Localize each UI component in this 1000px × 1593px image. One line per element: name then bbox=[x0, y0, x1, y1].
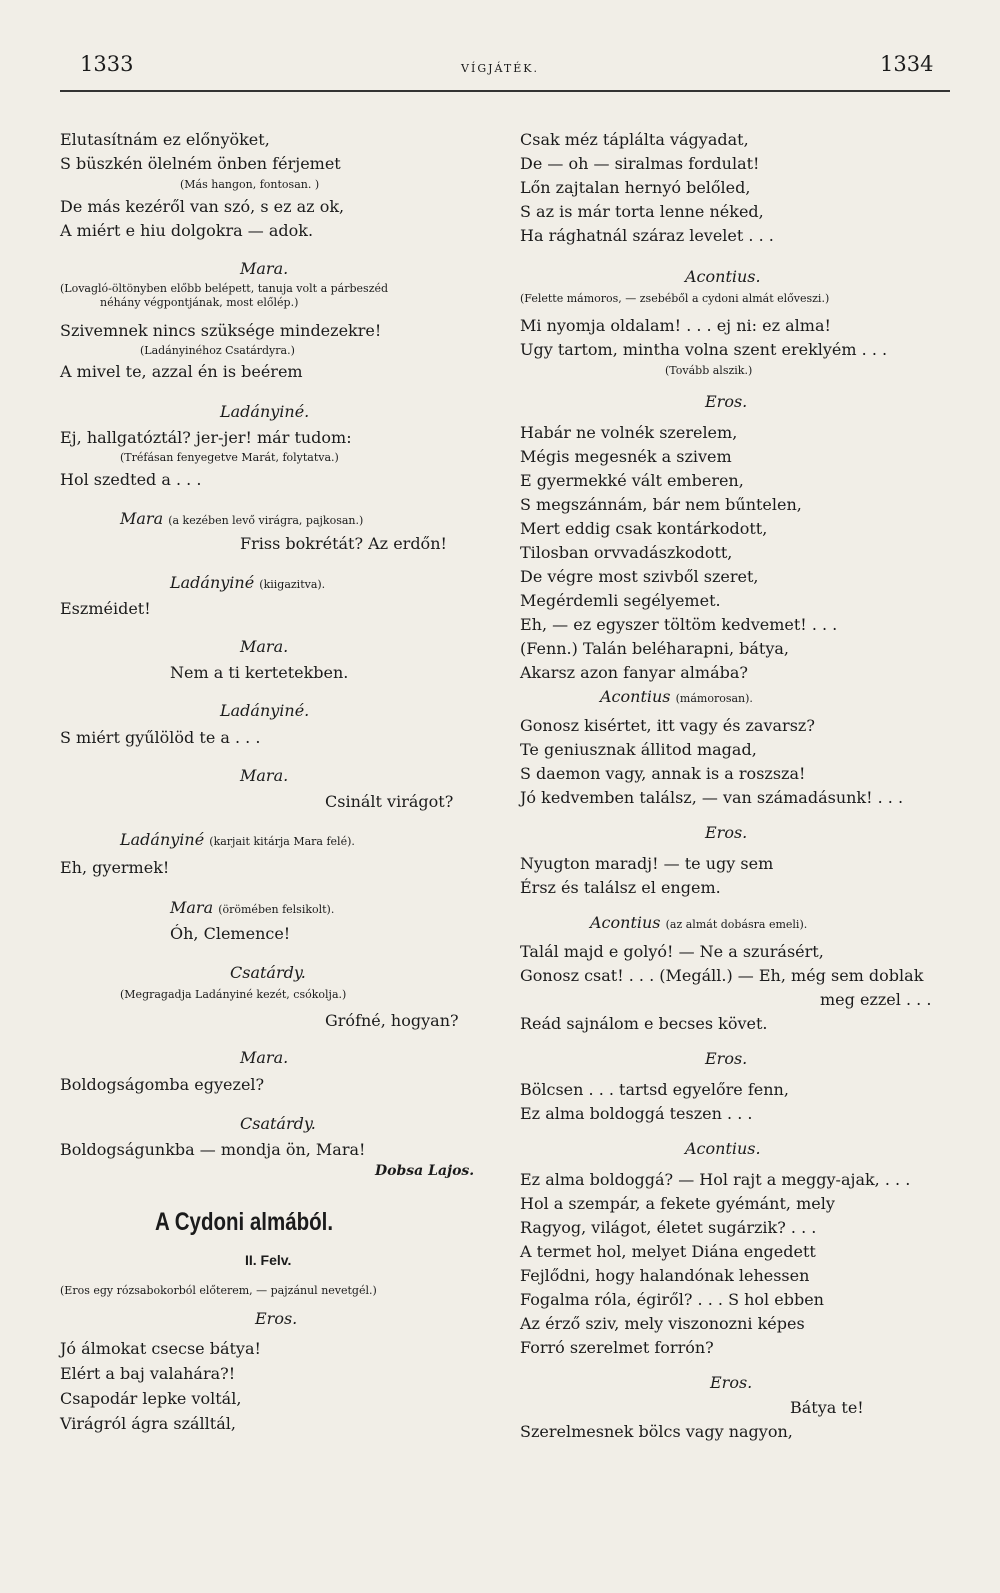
speaker-label: Ladányiné bbox=[120, 830, 205, 849]
speaker-label: Acontius. bbox=[685, 1139, 761, 1158]
verse-line: De más kezéről van szó, s ez az ok, bbox=[60, 197, 345, 216]
verse-line: S büszkén ölelném önben férjemet bbox=[60, 154, 341, 173]
verse-line: Ha rághatnál száraz levelet . . . bbox=[520, 226, 774, 245]
verse-line: Habár ne volnék szerelem, bbox=[520, 423, 738, 442]
verse-line: Óh, Clemence! bbox=[170, 924, 291, 943]
speaker-name bbox=[240, 765, 288, 787]
verse-line: Hol szedted a . . . bbox=[60, 470, 202, 489]
speaker-label: Eros. bbox=[705, 823, 748, 842]
speaker-label: Acontius bbox=[590, 913, 661, 932]
speaker-name bbox=[220, 401, 309, 423]
speaker-name bbox=[705, 391, 747, 413]
poem-title: A Cydoni almából. bbox=[155, 1208, 334, 1236]
speaker-name bbox=[710, 1372, 752, 1394]
verse-line: Csak méz táplálta vágyadat, bbox=[520, 130, 749, 149]
stage-direction-inline: (karjait kitárja Mara felé). bbox=[209, 835, 355, 848]
verse-line: Érsz és találsz el engem. bbox=[520, 878, 721, 897]
verse-line: Elért a baj valahára?! bbox=[60, 1364, 236, 1383]
stage-direction: (Más hangon, fontosan. ) bbox=[180, 178, 320, 191]
speaker-name bbox=[170, 572, 325, 596]
verse-line: Te geniusznak állitod magad, bbox=[520, 740, 757, 759]
verse-line: E gyermekké vált emberen, bbox=[520, 471, 744, 490]
speaker-name bbox=[120, 829, 355, 853]
verse-line: Mégis megesnék a szivem bbox=[520, 447, 732, 466]
verse-line: Szivemnek nincs szüksége mindezekre! bbox=[60, 321, 382, 340]
speaker-label: Mara bbox=[170, 898, 214, 917]
verse-line: Szerelmesnek bölcs vagy nagyon, bbox=[520, 1422, 793, 1441]
verse-line: Gonosz csat! . . . (Megáll.) — Eh, még sem doblak bbox=[520, 966, 924, 985]
verse-line: Jó álmokat csecse bátya! bbox=[60, 1339, 261, 1358]
speaker-label: Mara. bbox=[240, 766, 289, 785]
verse-line: Reád sajnálom e becses követ. bbox=[520, 1014, 768, 1033]
author-signature: Dobsa Lajos. bbox=[375, 1163, 475, 1179]
stage-direction: (Lovagló-öltönyben előbb belépett, tanuja volt a párbeszéd bbox=[60, 282, 389, 295]
verse-line: Mert eddig csak kontárkodott, bbox=[520, 519, 768, 538]
verse-line: S megszánnám, bár nem bűntelen, bbox=[520, 495, 802, 514]
verse-line: Hol a szempár, a fekete gyémánt, mely bbox=[520, 1194, 835, 1213]
speaker-name bbox=[685, 1138, 761, 1160]
verse-line: Nem a ti kertetekben. bbox=[170, 663, 349, 682]
verse-line: Elutasítnám ez előnyöket, bbox=[60, 130, 270, 149]
speaker-name bbox=[220, 700, 309, 722]
stage-direction: (Eros egy rózsabokorból előterem, — pajzánul nevetgél.) bbox=[60, 1284, 377, 1297]
speaker-name bbox=[240, 1047, 288, 1069]
verse-line: Akarsz azon fanyar almába? bbox=[520, 663, 748, 682]
speaker-label: Csatárdy. bbox=[230, 963, 306, 982]
verse-line: A mivel te, azzal én is beérem bbox=[60, 362, 303, 381]
page-header bbox=[0, 0, 1000, 100]
speaker-label: Acontius. bbox=[685, 267, 761, 286]
speaker-label: Csatárdy. bbox=[240, 1114, 316, 1133]
verse-line: S az is már torta lenne néked, bbox=[520, 202, 764, 221]
verse-line: Nyugton maradj! — te ugy sem bbox=[520, 854, 774, 873]
verse-line: Bölcsen . . . tartsd egyelőre fenn, bbox=[520, 1080, 789, 1099]
speaker-name bbox=[600, 686, 753, 710]
speaker-name bbox=[120, 508, 363, 532]
verse-line: S miért gyűlölöd te a . . . bbox=[60, 728, 261, 747]
stage-direction: néhány végpontjának, most előlép.) bbox=[100, 296, 299, 309]
speaker-label: Ladányiné. bbox=[220, 402, 310, 421]
stage-direction: (Tréfásan fenyegetve Marát, folytatva.) bbox=[120, 451, 339, 464]
page-number-right: 1334 bbox=[880, 52, 934, 76]
verse-line: Jó kedvemben találsz, — van számadásunk! . . . bbox=[520, 788, 904, 807]
verse-line: A termet hol, melyet Diána engedett bbox=[520, 1242, 816, 1261]
stage-direction-inline: (az almát dobásra emeli). bbox=[665, 918, 808, 931]
verse-line: Gonosz kisértet, itt vagy és zavarsz? bbox=[520, 716, 815, 735]
speaker-name bbox=[230, 962, 306, 984]
stage-direction-inline: (kiigazitva). bbox=[259, 578, 326, 591]
verse-line: Az érző sziv, mely viszonozni képes bbox=[520, 1314, 805, 1333]
verse-line: De — oh — siralmas fordulat! bbox=[520, 154, 760, 173]
verse-line: Boldogságunkba — mondja ön, Mara! bbox=[60, 1140, 366, 1159]
speaker-label: Mara. bbox=[240, 259, 289, 278]
verse-line: Mi nyomja oldalam! . . . ej ni: ez alma! bbox=[520, 316, 831, 335]
verse-line: De végre most szivből szeret, bbox=[520, 567, 759, 586]
verse-line: Grófné, hogyan? bbox=[325, 1011, 459, 1030]
speaker-label: Eros. bbox=[255, 1309, 298, 1328]
speaker-label: Acontius bbox=[600, 687, 671, 706]
verse-line: Lőn zajtalan hernyó belőled, bbox=[520, 178, 751, 197]
verse-line: (Fenn.) Talán beléharapni, bátya, bbox=[520, 639, 790, 658]
speaker-label: Eros. bbox=[705, 392, 748, 411]
speaker-name bbox=[255, 1308, 297, 1330]
speaker-name bbox=[705, 1048, 747, 1070]
verse-line: Virágról ágra szálltál, bbox=[60, 1414, 236, 1433]
speaker-name bbox=[240, 258, 288, 280]
speaker-name bbox=[170, 897, 334, 921]
stage-direction-inline: (örömében felsikolt). bbox=[218, 903, 335, 916]
stage-direction: (Felette mámoros, — zsebéből a cydoni almát előveszi.) bbox=[520, 292, 830, 305]
verse-line: Csapodár lepke voltál, bbox=[60, 1389, 242, 1408]
act-subtitle: II. Felv. bbox=[245, 1252, 292, 1268]
verse-line: Bátya te! bbox=[790, 1398, 864, 1417]
page-number-left: 1333 bbox=[80, 52, 134, 76]
speaker-name bbox=[240, 636, 288, 658]
speaker-label: Eros. bbox=[705, 1049, 748, 1068]
verse-line: Eh, gyermek! bbox=[60, 858, 170, 877]
verse-line: Csinált virágot? bbox=[325, 792, 454, 811]
stage-direction: (Megragadja Ladányiné kezét, csókolja.) bbox=[120, 988, 347, 1001]
verse-line: Tilosban orvvadászkodott, bbox=[520, 543, 733, 562]
speaker-name bbox=[590, 912, 807, 936]
speaker-label: Eros. bbox=[710, 1373, 753, 1392]
verse-line: Eszméidet! bbox=[60, 599, 151, 618]
verse-line: Friss bokrétát? Az erdőn! bbox=[240, 534, 447, 553]
verse-line: Fejlődni, hogy halandónak lehessen bbox=[520, 1266, 810, 1285]
verse-line: Fogalma róla, égiről? . . . S hol ebben bbox=[520, 1290, 824, 1309]
verse-line: Ez alma boldoggá? — Hol rajt a meggy-ajak, . . . bbox=[520, 1170, 911, 1189]
verse-line: A miért e hiu dolgokra — adok. bbox=[60, 221, 314, 240]
verse-line: meg ezzel . . . bbox=[820, 990, 932, 1009]
verse-line: Ugy tartom, mintha volna szent ereklyém . . . bbox=[520, 340, 888, 359]
stage-direction-inline: (a kezében levő virágra, pajkosan.) bbox=[168, 514, 364, 527]
stage-direction: (Tovább alszik.) bbox=[665, 364, 753, 377]
speaker-name bbox=[685, 266, 761, 288]
verse-line: Forró szerelmet forrón? bbox=[520, 1338, 714, 1357]
speaker-label: Ladányiné bbox=[170, 573, 255, 592]
stage-direction-inline: (mámorosan). bbox=[675, 692, 753, 705]
verse-line: Ragyog, világot, életet sugárzik? . . . bbox=[520, 1218, 817, 1237]
verse-line: Ej, hallgatóztál? jer-jer! már tudom: bbox=[60, 428, 352, 447]
verse-line: Eh, — ez egyszer töltöm kedvemet! . . . bbox=[520, 615, 838, 634]
speaker-label: Mara bbox=[120, 509, 164, 528]
verse-line: Boldogságomba egyezel? bbox=[60, 1075, 265, 1094]
speaker-name bbox=[705, 822, 747, 844]
speaker-name bbox=[240, 1113, 316, 1135]
speaker-label: Ladányiné. bbox=[220, 701, 310, 720]
verse-line: Talál majd e golyó! — Ne a szurásért, bbox=[520, 942, 824, 961]
verse-line: Ez alma boldoggá teszen . . . bbox=[520, 1104, 753, 1123]
speaker-label: Mara. bbox=[240, 1048, 289, 1067]
speaker-label: Mara. bbox=[240, 637, 289, 656]
verse-line: S daemon vagy, annak is a roszsza! bbox=[520, 764, 806, 783]
verse-line: Megérdemli segélyemet. bbox=[520, 591, 721, 610]
stage-direction: (Ladányinéhoz Csatárdyra.) bbox=[140, 344, 295, 357]
running-title: VÍGJÁTÉK. bbox=[461, 62, 539, 75]
header-rule bbox=[60, 90, 950, 92]
